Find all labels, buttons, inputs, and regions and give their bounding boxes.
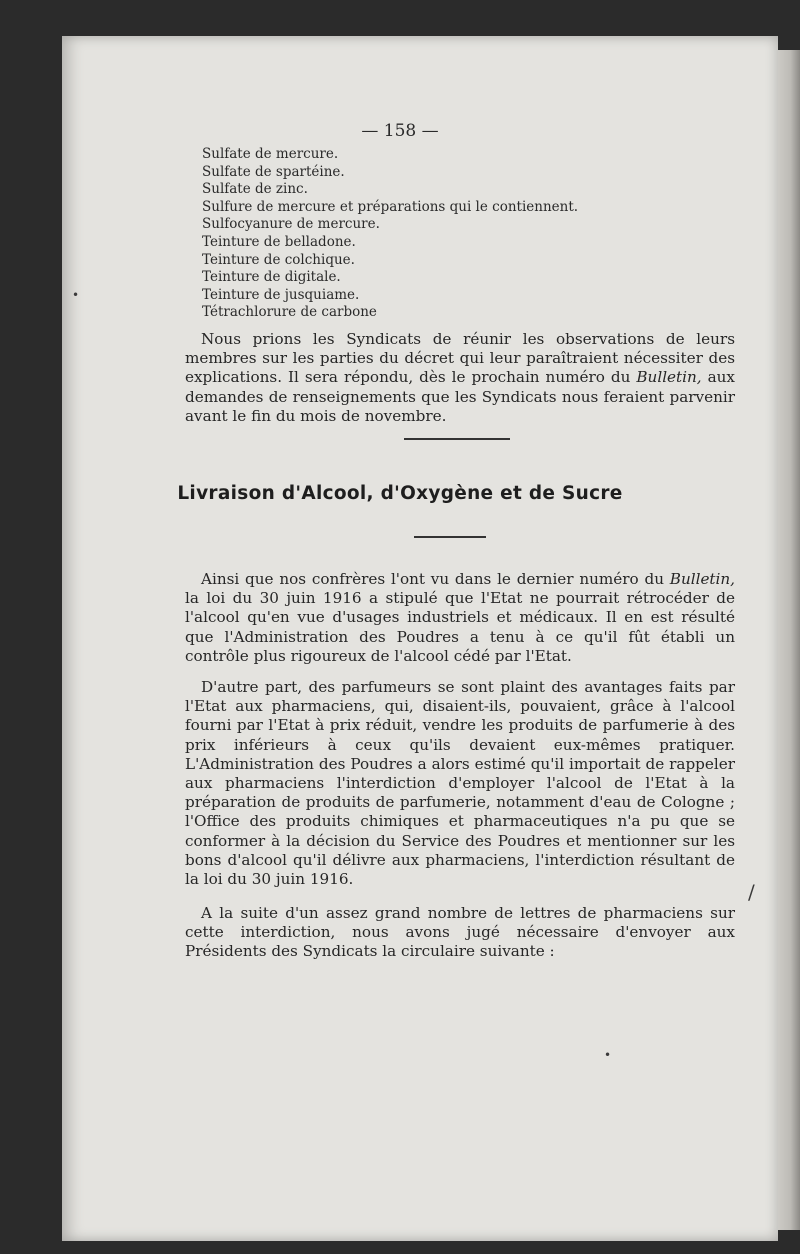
paragraph-text: Nous prions les Syndicats de réunir les observations de leurs membres sur les parties du décret qui leur paraîtraient nécessiter des explications. Il sera répondu, dès le prochain numéro du xyxy=(185,330,735,387)
list-item: Sulfate de spartéine. xyxy=(202,163,345,180)
list-item: Tétrachlorure de carbone xyxy=(202,304,377,321)
list-item: Sulfocyanure de mercure. xyxy=(202,216,380,233)
margin-dot-mark: • xyxy=(604,1048,612,1062)
list-item: Sulfate de zinc. xyxy=(202,181,308,198)
paragraph-law xyxy=(185,570,735,666)
bulletin-title: Bulletin, xyxy=(669,570,735,588)
list-item: Teinture de belladone. xyxy=(202,233,356,250)
paragraph-circulaire: A la suite d'un assez grand nombre de lettres de pharmaciens sur cette interdiction, nous avons jugé nécessaire d'envoyer aux Présidents des Syndicats la circulaire suivante : xyxy=(185,904,735,961)
paragraph-text: la loi du 30 juin 1916 a stipulé que l'Etat ne pourrait rétrocéder de l'alcool qu'en vue d'usages industriels et médicaux. Il en est résulté que l'Administration des Poudres a tenu à ce qu'il fût établi un contrôle plus rigoureux de l'alcool cédé par l'Etat. xyxy=(185,589,735,665)
list-item: Teinture de digitale. xyxy=(202,269,341,286)
list-item: Sulfure de mercure et préparations qui le contiennent. xyxy=(202,198,579,215)
paragraph-text: Ainsi que nos confrères l'ont vu dans le dernier numéro du xyxy=(201,570,670,588)
section-divider xyxy=(404,438,510,440)
page-number: — 158 — xyxy=(361,121,439,141)
paragraph-parfumeurs: D'autre part, des parfumeurs se sont plaint des avantages faits par l'Etat aux pharmaciens, qui, disaient-ils, pouvaient, grâce à l'alcool fourni par l'Etat à prix réduit, vendre les produits de parfumerie à des prix inférieurs à ceux qu'ils devaient eux-mêmes pratiquer. L'Administration des Poudres a alors estimé qu'il importait de rappeler aux pharmaciens l'interdiction d'employer l'alcool de l'Etat à la préparation de produits de parfumerie, notamment d'eau de Cologne ; l'Office des produits chimiques et pharmaceutiques n'a pu que se conformer à la décision du Service des Poudres et mentionner sur les bons d'alcool qu'il délivre aux pharmaciens, l'interdiction résultant de la loi du 30 juin 1916. xyxy=(185,678,735,889)
page-edge xyxy=(776,50,800,1230)
list-item: Sulfate de mercure. xyxy=(202,146,339,162)
paragraph-text: aux demandes de renseignements que les Syndicats nous feraient parvenir avant le fin du mois de novembre. xyxy=(185,368,735,425)
list-item: Teinture de jusquiame. xyxy=(202,286,360,303)
bulletin-title: Bulletin, xyxy=(636,368,702,387)
paragraph-observations xyxy=(185,330,735,426)
section-heading: Livraison d'Alcool, d'Oxygène et de Sucre xyxy=(177,483,623,504)
list-item: Teinture de colchique. xyxy=(202,251,355,268)
substance-list xyxy=(202,146,578,322)
heading-underline xyxy=(414,536,486,538)
margin-slash-mark: / xyxy=(748,880,755,904)
margin-dot-mark: • xyxy=(72,288,80,302)
